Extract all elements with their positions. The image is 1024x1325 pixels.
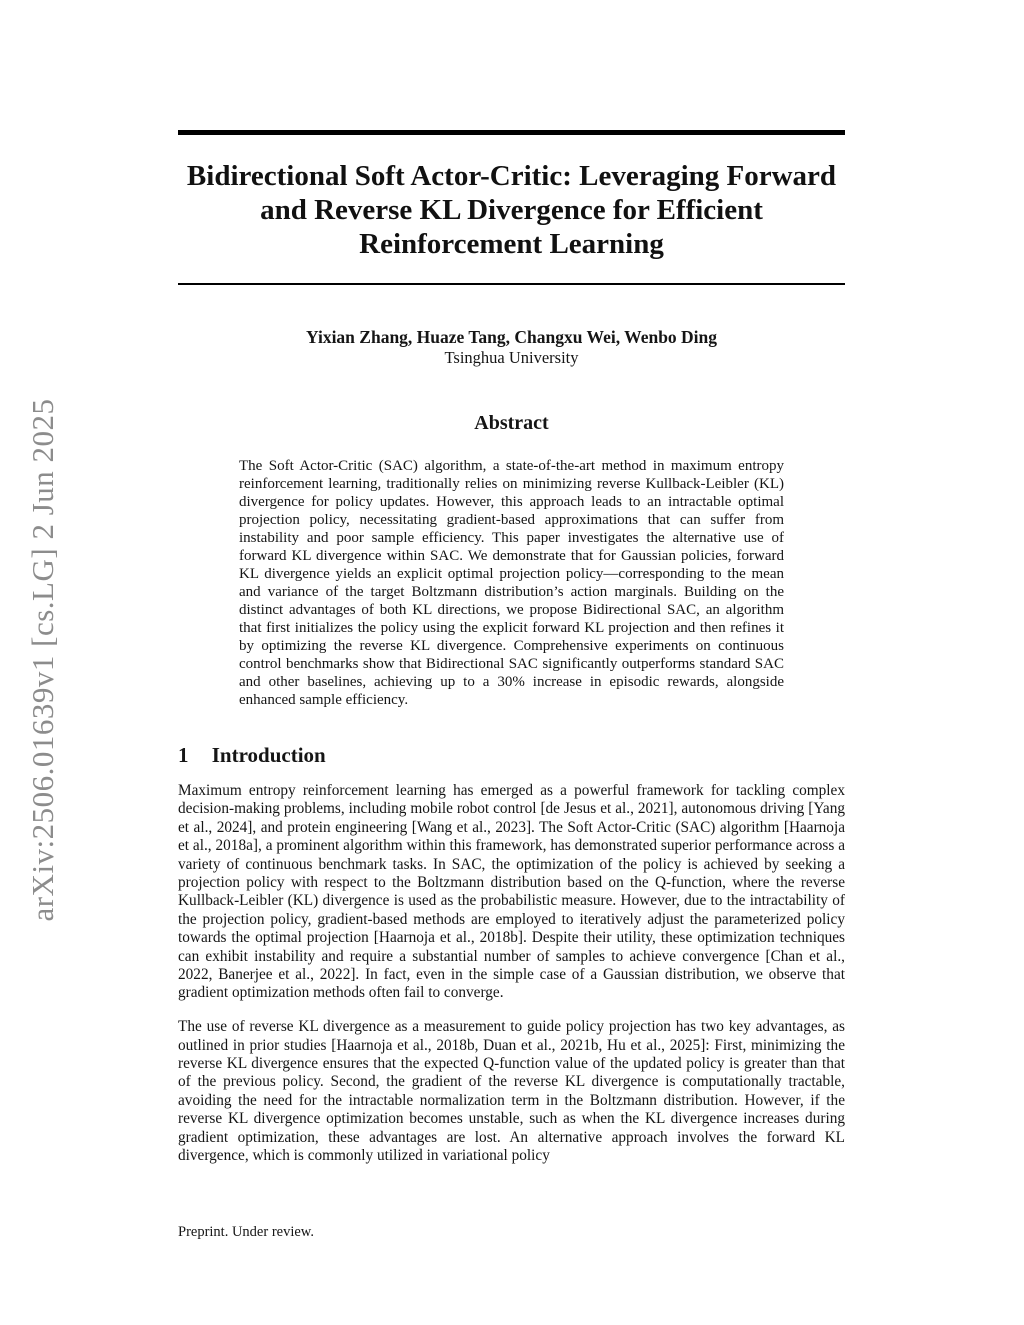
title-rule-top — [178, 130, 845, 135]
abstract-text: The Soft Actor-Critic (SAC) algorithm, a state-of-the-art method in maximum entropy reinforcement learning, traditionally relies on minimizing reverse Kullback-Leibler (KL) divergence for policy updates. However, this approach leads to an intractable optimal projection policy, necessitating gradient-based approximations that can suffer from instability and poor sample efficiency. This paper investigates the alternative use of forward KL divergence within SAC. We demonstrate that for Gaussian policies, forward KL divergence yields an explicit optimal projection policy—corresponding to the mean and variance of the target Boltzmann distribution’s action marginals. Building on the distinct advantages of both KL directions, we propose Bidirectional SAC, an algorithm that first initializes the policy using the explicit forward KL projection and then refines it by optimizing the reverse KL divergence. Comprehensive experiments on continuous control benchmarks show that Bidirectional SAC significantly outperforms standard SAC and other baselines, achieving up to a 30% increase in episodic rewards, alongside enhanced sample efficiency. — [239, 458, 784, 708]
introduction-paragraph-1: Maximum entropy reinforcement learning has emerged as a powerful framework for tackling complex decision-making problems, including mobile robot control [de Jesus et al., 2021], autonomous driving [Yang et al., 2024], and protein engineering [Wang et al., 2023]. The Soft Actor-Critic (SAC) algorithm [Haarnoja et al., 2018a], a prominent algorithm within this framework, has demonstrated superior performance across a variety of continuous benchmark tasks. In SAC, the optimization of the policy is achieved by seeking a projection policy with respect to the Boltzmann distribution based on the Q-function, where the reverse Kullback-Leibler (KL) divergence is used as the probabilistic measure. However, due to the intractability of the projection policy, gradient-based methods are employed to iteratively adjust the parameterized policy towards the optimal projection [Haarnoja et al., 2018b]. Despite their utility, these optimization techniques can exhibit instability and require a substantial number of samples to achieve convergence [Chan et al., 2022, Banerjee et al., 2022]. In fact, even in the simple case of a Gaussian distribution, we observe that gradient optimization methods often fail to converge. — [178, 782, 845, 1002]
author-affiliation: Tsinghua University — [444, 348, 579, 367]
abstract-heading: Abstract — [474, 412, 549, 434]
paper-title — [178, 159, 845, 261]
preprint-footer-note: Preprint. Under review. — [178, 1224, 314, 1240]
paper-title-line-3: Reinforcement Learning — [359, 228, 664, 260]
paper-page-content — [178, 0, 845, 1181]
section-heading-introduction — [178, 743, 845, 768]
section-title: Introduction — [211, 743, 326, 767]
authors-block — [178, 327, 845, 368]
author-names: Yixian Zhang, Huaze Tang, Changxu Wei, Wenbo Ding — [305, 327, 718, 347]
paper-title-line-2: and Reverse KL Divergence for Efficient — [260, 194, 763, 226]
section-number: 1 — [178, 743, 189, 767]
arxiv-watermark: arXiv:2506.01639v1 [cs.LG] 2 Jun 2025 — [25, 398, 60, 922]
paper-title-line-1: Bidirectional Soft Actor-Critic: Leveraging Forward — [186, 160, 837, 192]
title-rule-bottom — [178, 283, 845, 285]
introduction-paragraph-2: The use of reverse KL divergence as a measurement to guide policy projection has two key advantages, as outlined in prior studies [Haarnoja et al., 2018b, Duan et al., 2021b, Hu et al., 2025]: First, minimizing the reverse KL divergence ensures that the expected Q-function value of the updated policy is greater than that of the previous policy. Second, the gradient of the reverse KL divergence is computationally tractable, avoiding the need for the intractable normalization term in the Boltzmann distribution. However, if the reverse KL divergence optimization becomes unstable, such as when the KL divergence increases during gradient optimization, these advantages are lost. An alternative approach involves the forward KL divergence, which is commonly utilized in variational policy — [178, 1018, 845, 1165]
